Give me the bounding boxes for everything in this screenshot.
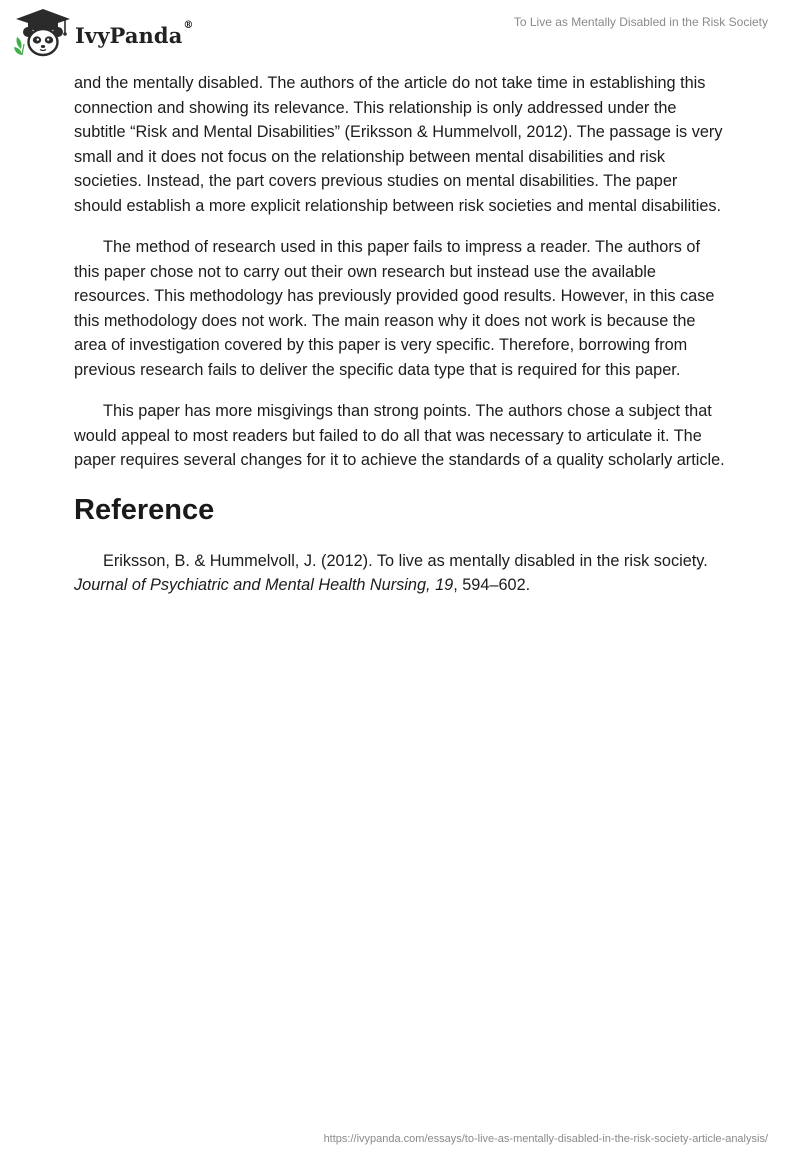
reference-heading: Reference [74, 493, 215, 526]
reference-journal: Journal of Psychiatric and Mental Health Nursing, 19 [74, 576, 454, 594]
source-url[interactable]: https://ivypanda.com/essays/to-live-as-mentally-disabled-in-the-risk-society-article-analysis/ [323, 1133, 768, 1145]
ivypanda-logo[interactable] [14, 8, 194, 58]
brand-name: IvyPanda® [75, 19, 194, 48]
reference-entry [74, 549, 728, 598]
reference-pages: , 594–602. [453, 576, 531, 594]
body-paragraph: and the mentally disabled. The authors of the article do not take time in establishing this connection and showing its relevance. This relationship is only addressed under the subtitle “Risk and Mental Disabilities” (Eriksson & Hummelvoll, 2012). The passage is very small and it does not focus on the relationship between mental disabilities and risk societies. Instead, the part covers previous studies on mental disabilities. The paper should establish a more explicit relationship between risk societies and mental disabilities. [74, 74, 723, 215]
essay-body [74, 71, 728, 615]
page-header [0, 0, 800, 60]
reference-authors-title: Eriksson, B. & Hummelvoll, J. (2012). To live as mentally disabled in the risk society. [103, 551, 708, 570]
body-paragraph: The method of research used in this paper fails to impress a reader. The authors of this paper chose not to carry out their own research but instead use the available resources. This methodology has previously provided good results. However, in this case this methodology does not work. The main reason why it does not work is because the area of investigation covered by this paper is very specific. Therefore, borrowing from previous research fails to deliver the specific data type that is required for this paper. [74, 238, 715, 379]
running-title: To Live as Mentally Disabled in the Risk Society [513, 15, 768, 29]
registered-mark: ® [183, 19, 194, 31]
body-paragraph: This paper has more misgivings than strong points. The authors chose a subject that would appeal to most readers but failed to do all that was necessary to articulate it. The paper requires several changes for it to achieve the standards of a quality scholarly article. [74, 402, 725, 469]
panda-graduate-icon [14, 8, 72, 58]
